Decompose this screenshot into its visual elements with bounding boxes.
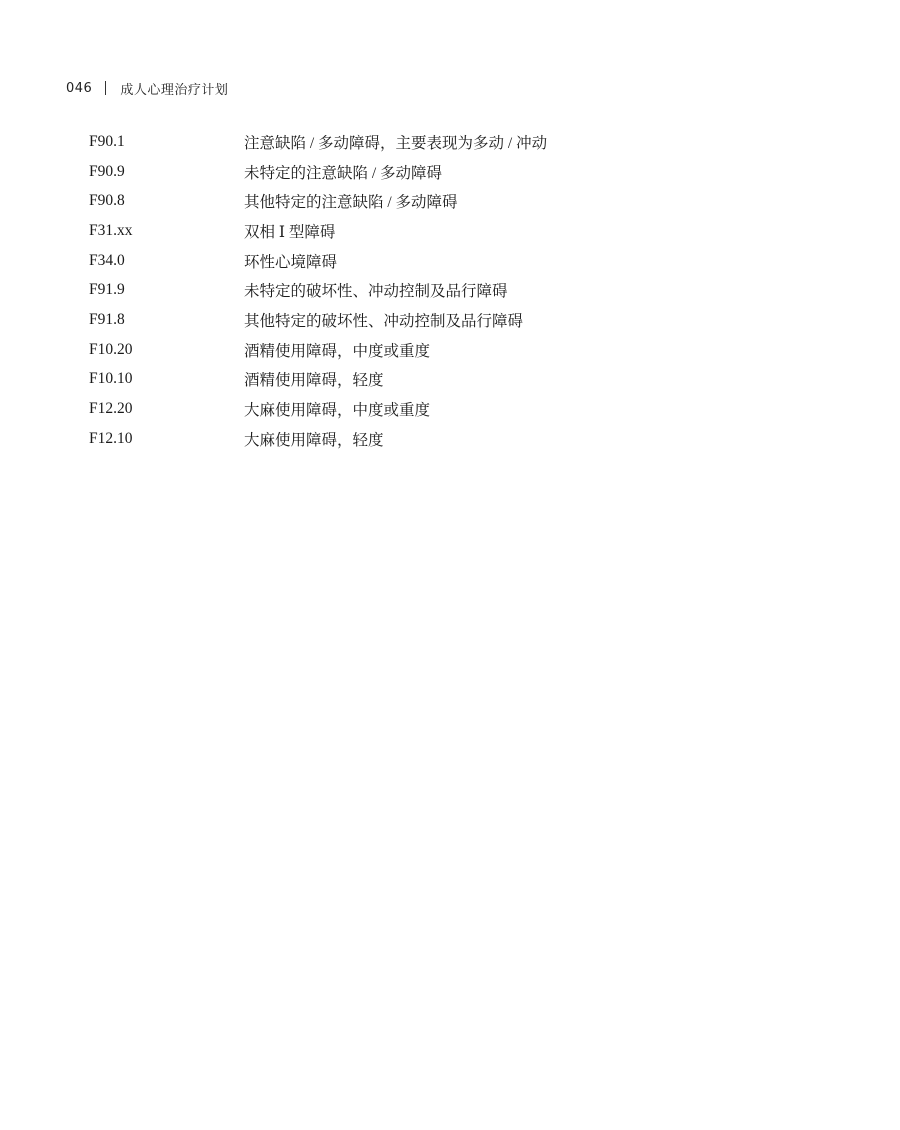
diagnosis-code-list <box>89 127 789 454</box>
code-row <box>89 335 789 365</box>
code-row <box>89 305 789 335</box>
diagnosis-code: F34.0 <box>89 251 125 269</box>
diagnosis-description: 未特定的注意缺陷 / 多动障碍 <box>244 164 443 182</box>
diagnosis-code: F10.20 <box>89 340 133 358</box>
code-row <box>89 424 789 454</box>
code-row <box>89 216 789 246</box>
code-row <box>89 157 789 187</box>
diagnosis-description: 酒精使用障碍，中度或重度 <box>244 342 431 360</box>
diagnosis-code: F90.1 <box>89 132 125 150</box>
code-row <box>89 246 789 276</box>
diagnosis-description: 其他特定的注意缺陷 / 多动障碍 <box>244 194 458 212</box>
diagnosis-code: F12.10 <box>89 429 133 447</box>
diagnosis-code: F31.xx <box>89 221 133 239</box>
diagnosis-code: F91.8 <box>89 310 125 328</box>
diagnosis-code: F90.9 <box>89 162 125 180</box>
diagnosis-description: 大麻使用障碍，轻度 <box>244 431 384 449</box>
diagnosis-code: F10.10 <box>89 370 133 388</box>
diagnosis-description: 环性心境障碍 <box>244 253 338 271</box>
header-divider <box>105 81 106 95</box>
code-row <box>89 365 789 395</box>
diagnosis-description: 其他特定的破坏性、冲动控制及品行障碍 <box>244 312 524 330</box>
diagnosis-description: 酒精使用障碍，轻度 <box>244 372 384 390</box>
code-row <box>89 275 789 305</box>
code-row <box>89 186 789 216</box>
diagnosis-description: 未特定的破坏性、冲动控制及品行障碍 <box>244 283 508 301</box>
diagnosis-description: 双相 Ⅰ 型障碍 <box>244 223 336 241</box>
diagnosis-description: 大麻使用障碍，中度或重度 <box>244 402 431 420</box>
diagnosis-description: 注意缺陷 / 多动障碍，主要表现为多动 / 冲动 <box>244 134 548 152</box>
page-header <box>66 77 228 99</box>
diagnosis-code: F90.8 <box>89 192 125 210</box>
diagnosis-code: F12.20 <box>89 400 133 418</box>
code-row <box>89 394 789 424</box>
book-title: 成人心理治疗计划 <box>120 82 229 98</box>
code-row <box>89 127 789 157</box>
page-number: 046 <box>66 80 93 96</box>
diagnosis-code: F91.9 <box>89 281 125 299</box>
